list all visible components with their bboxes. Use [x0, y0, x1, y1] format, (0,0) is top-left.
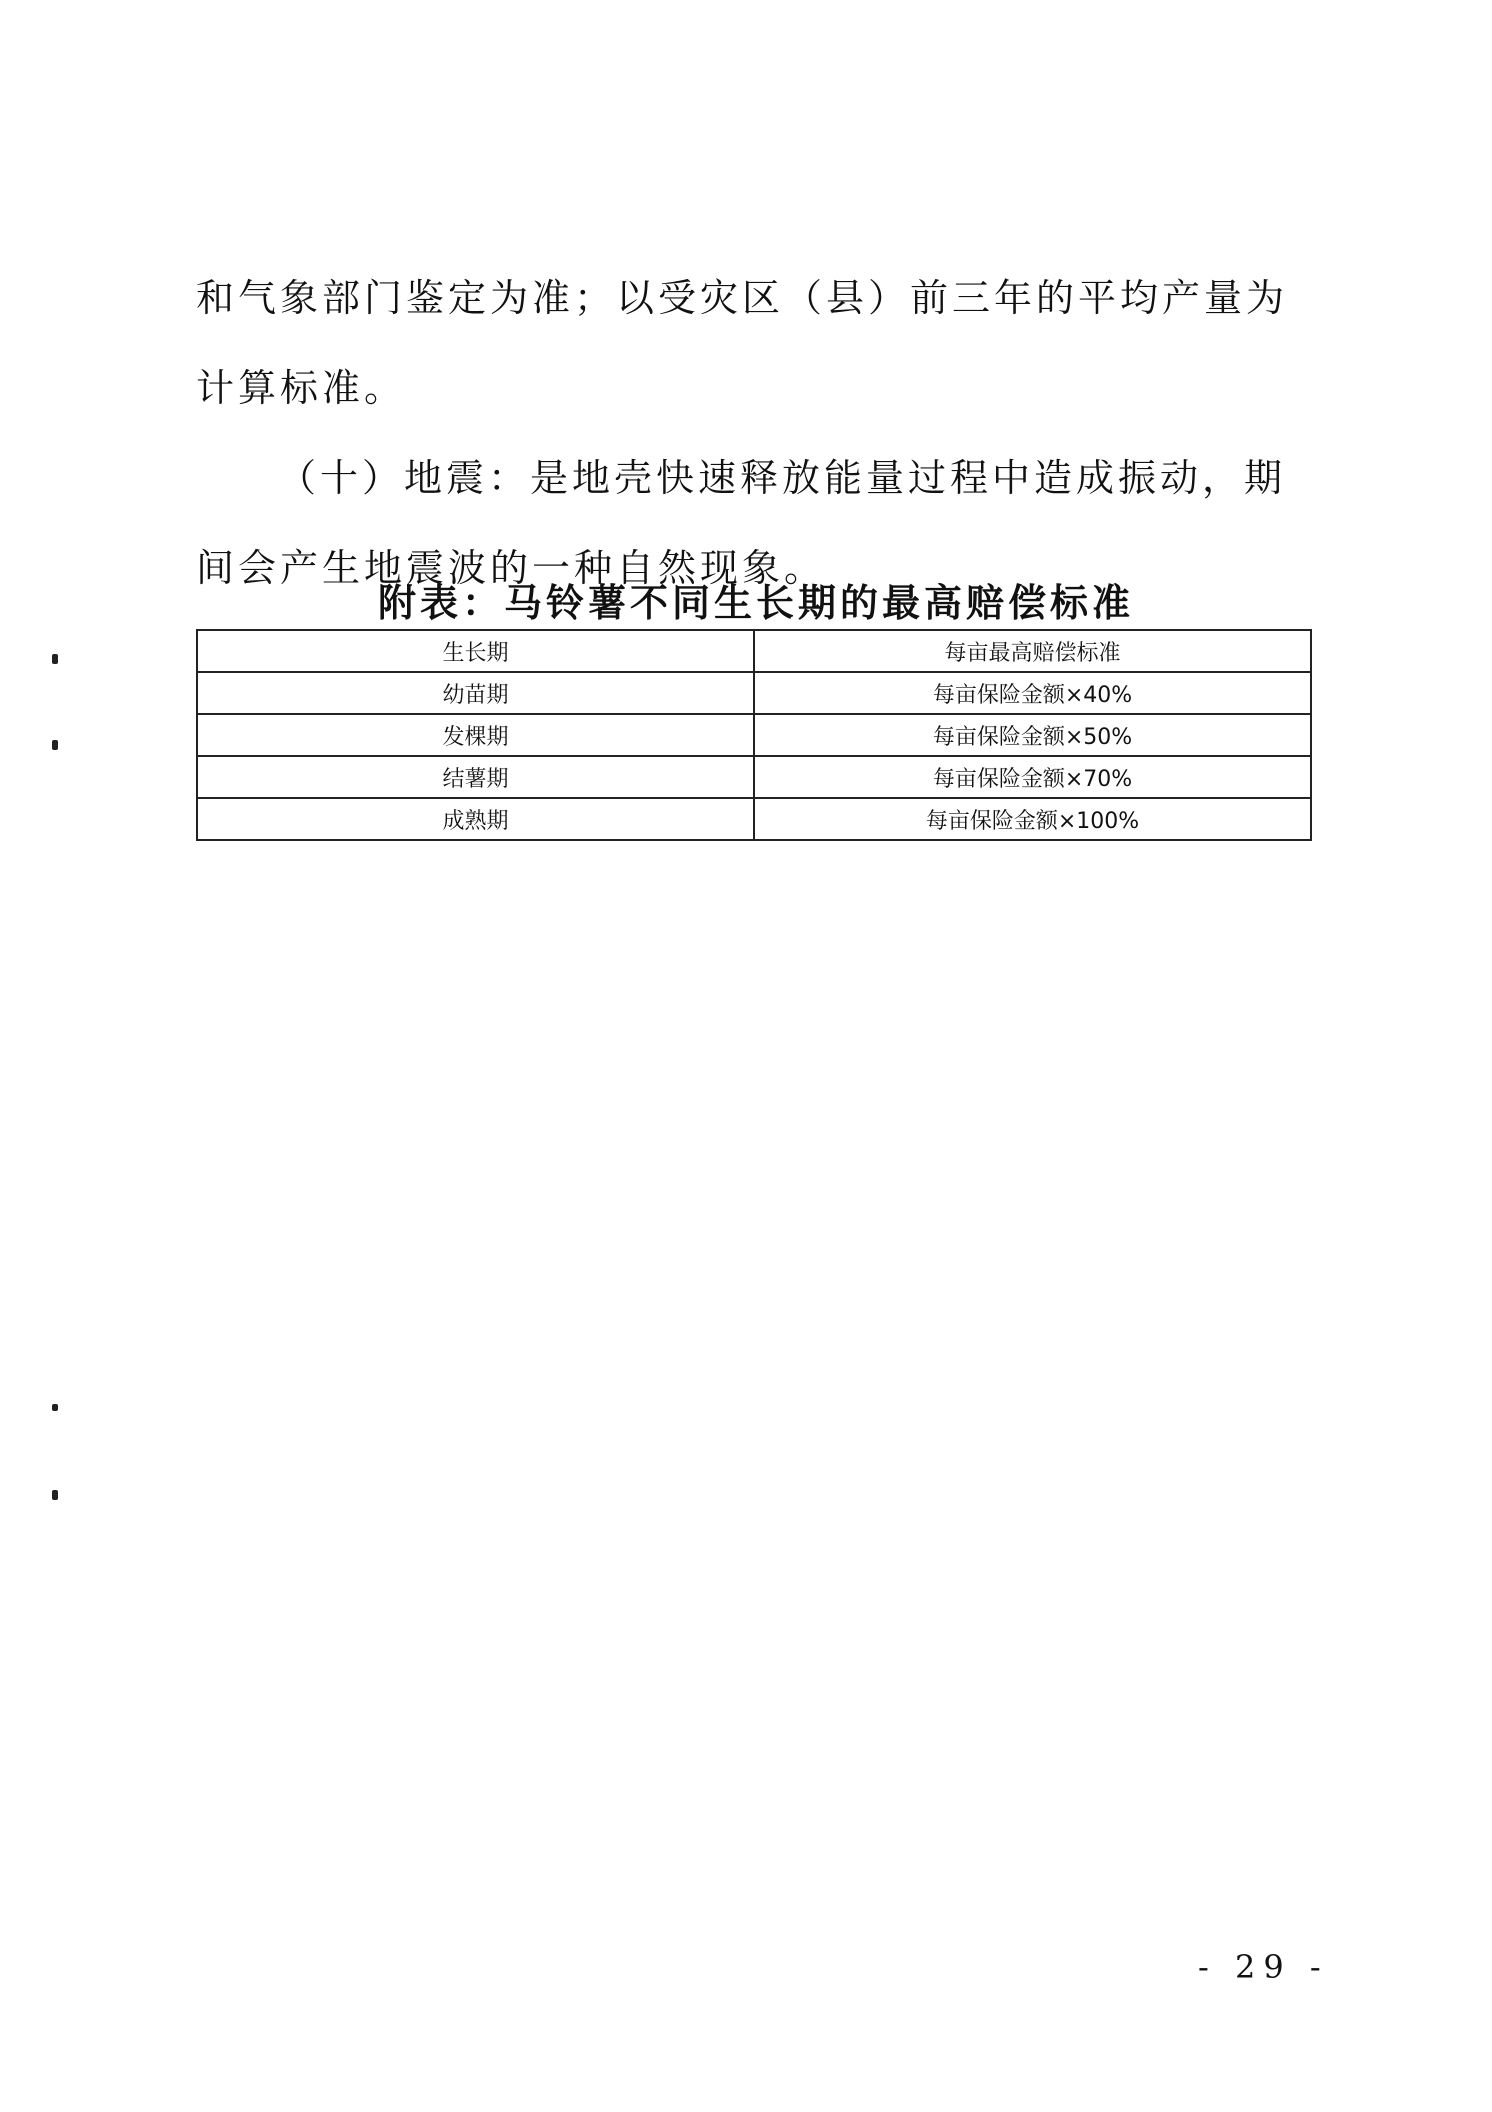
page-number: - 29 -: [1198, 1948, 1329, 1986]
binding-mark: [52, 1404, 58, 1411]
compensation-table: [196, 629, 1312, 841]
table-row: [197, 672, 1311, 714]
table-title: 附表：马铃薯不同生长期的最高赔偿标准: [377, 580, 1134, 625]
header-max-compensation: 每亩最高赔偿标准: [754, 630, 1311, 672]
table-header-row: [197, 630, 1311, 672]
cell-stage: 成熟期: [197, 798, 754, 840]
binding-mark: [52, 654, 58, 664]
cell-standard: 每亩保险金额×100%: [754, 798, 1311, 840]
cell-stage: 结薯期: [197, 756, 754, 798]
paragraph-continuation: 和气象部门鉴定为准；以受灾区（县）前三年的平均产量为计算标准。: [196, 276, 1289, 410]
cell-stage: 幼苗期: [197, 672, 754, 714]
header-growth-stage: 生长期: [197, 630, 754, 672]
binding-mark: [52, 1490, 58, 1500]
paragraph-earthquake-definition: （十）地震：是地壳快速释放能量过程中造成振动，期间会产生地震波的一种自然现象。: [196, 456, 1287, 590]
cell-standard: 每亩保险金额×40%: [754, 672, 1311, 714]
cell-standard: 每亩保险金额×70%: [754, 756, 1311, 798]
table-row: [197, 714, 1311, 756]
table-row: [197, 798, 1311, 840]
cell-standard: 每亩保险金额×50%: [754, 714, 1311, 756]
cell-stage: 发棵期: [197, 714, 754, 756]
table-row: [197, 756, 1311, 798]
binding-mark: [52, 740, 58, 750]
